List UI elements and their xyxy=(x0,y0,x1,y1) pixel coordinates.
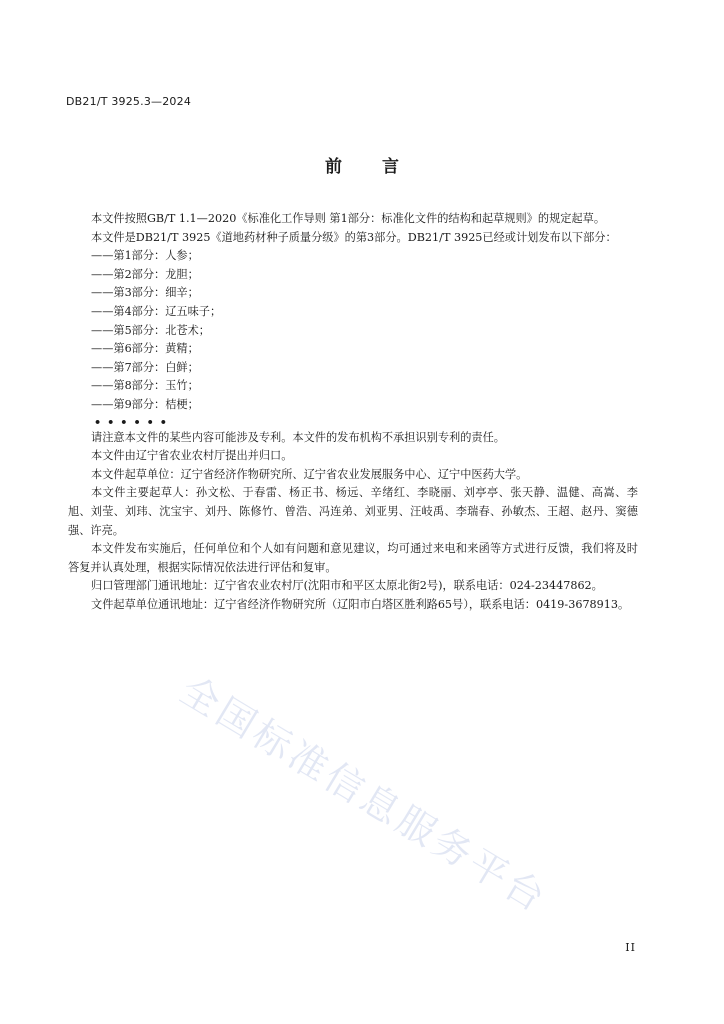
list-item: ——第5部分：北苍术； xyxy=(91,323,210,337)
list-item: ——第4部分：辽五味子； xyxy=(91,304,222,318)
list-item: ——第3部分：细辛； xyxy=(91,286,199,300)
page-number: II xyxy=(625,941,636,954)
paragraph-proposer: 本文件由辽宁省农业农村厅提出并归口。 xyxy=(91,449,293,463)
list-item: ——第6部分：黄精； xyxy=(91,342,199,356)
list-item: ——第8部分：玉竹； xyxy=(91,379,199,393)
page-title: 前言 xyxy=(325,157,439,177)
paragraph-series-parts: 本文件是DB21/T 3925《道地药材种子质量分级》的第3部分。DB21/T 3925已经或计划发布以下部分： xyxy=(91,230,617,244)
paragraph-feedback: 本文件发布实施后，任何单位和个人如有问题和意见建议，均可通过来电和来函等方式进行反馈，我们将及时答复并认真处理，根据实际情况依法进行评估和复审。 xyxy=(68,542,638,574)
list-item: ——第1部分：人参； xyxy=(91,249,199,263)
doc-code: DB21/T 3925.3—2024 xyxy=(66,95,192,108)
list-item: ——第9部分：桔梗； xyxy=(91,397,199,411)
paragraph-drafting-rules: 本文件按照GB/T 1.1—2020《标准化工作导则 第1部分：标准化文件的结构和起草规则》的规定起草。 xyxy=(91,212,606,225)
paragraph-drafter-contact: 文件起草单位通讯地址：辽宁省经济作物研究所（辽阳市白塔区胜利路65号），联系电话：0419-3678913。 xyxy=(91,597,630,611)
list-ellipsis: •••••• xyxy=(94,414,173,429)
paragraph-admin-contact: 归口管理部门通讯地址：辽宁省农业农村厅(沈阳市和平区太原北街2号)，联系电话：024-23447862。 xyxy=(91,579,603,593)
list-item: ——第7部分：白鲜； xyxy=(91,360,199,374)
document-body xyxy=(68,210,638,614)
paragraph-drafting-units: 本文件起草单位：辽宁省经济作物研究所、辽宁省农业发展服务中心、辽宁中医药大学。 xyxy=(91,467,528,481)
watermark: 全国标准信息服务平台 xyxy=(172,667,556,922)
list-item: ——第2部分：龙胆； xyxy=(91,267,199,281)
paragraph-drafters: 本文件主要起草人：孙文松、于春雷、杨正书、杨远、辛绪红、李晓丽、刘亭亭、张天静、温健、高嵩、李旭、刘莹、刘玮、沈宝宇、刘丹、陈修竹、曾浩、冯连弟、刘亚男、汪岐禹、李瑞春、孙敏杰、王超、赵丹、窦德强、许亮。 xyxy=(68,486,638,537)
paragraph-patent-notice: 请注意本文件的某些内容可能涉及专利。本文件的发布机构不承担识别专利的责任。 xyxy=(91,430,505,444)
